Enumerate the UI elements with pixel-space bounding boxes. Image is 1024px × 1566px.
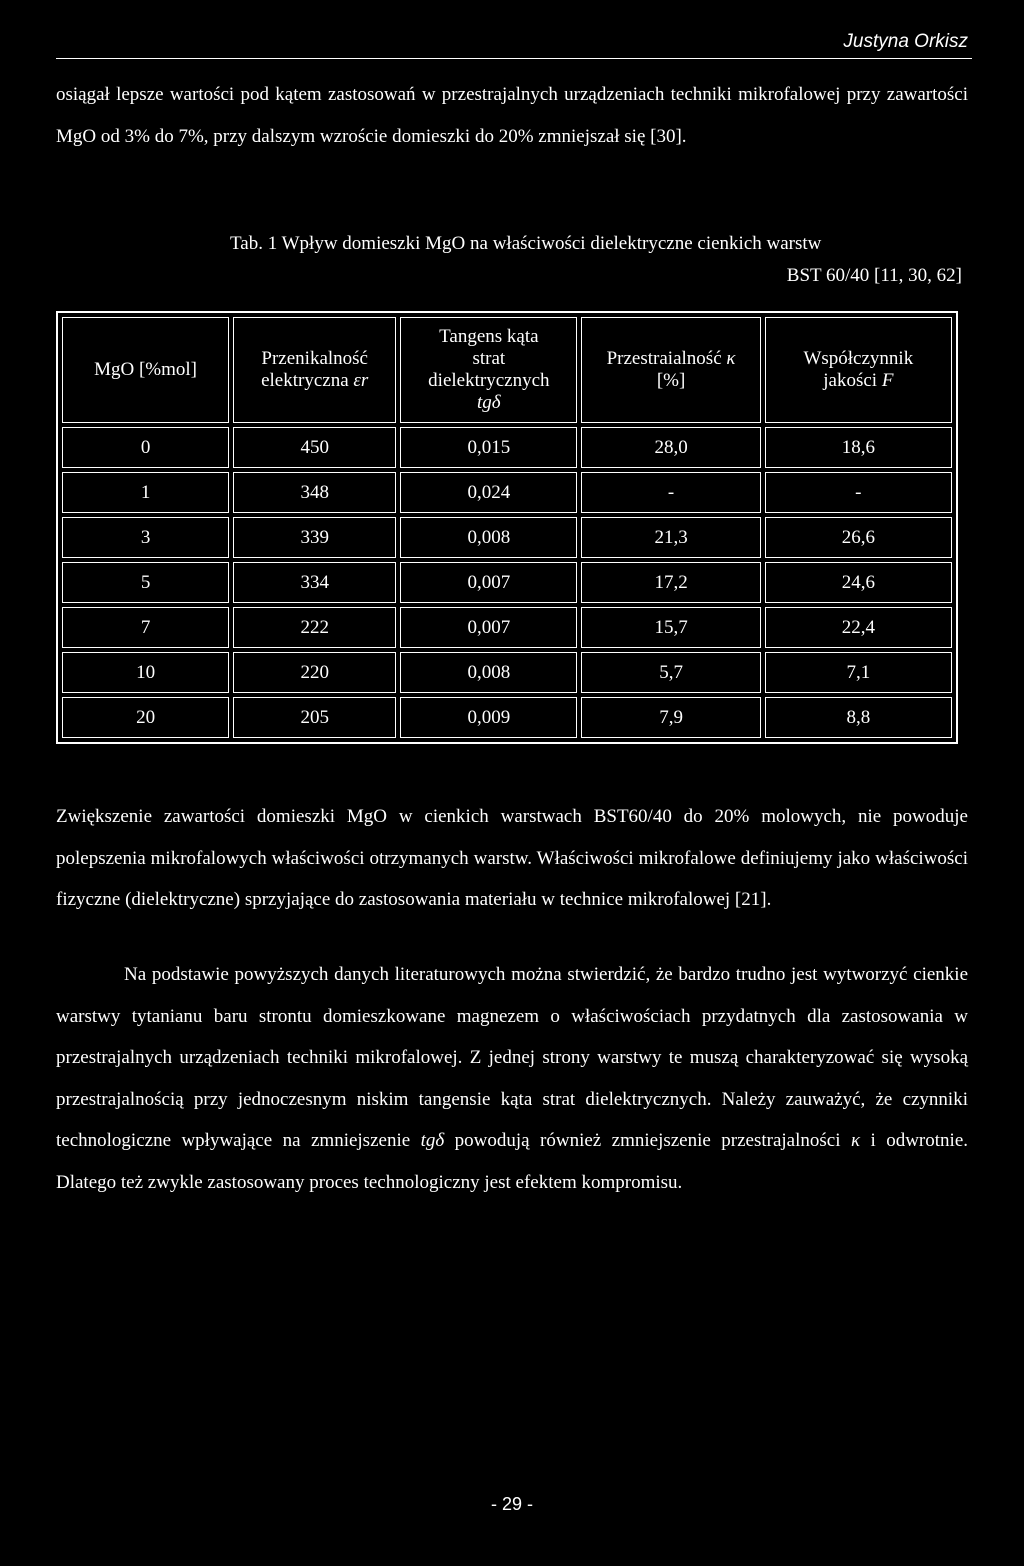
table-row <box>62 562 952 603</box>
table-cell: 5,7 <box>581 652 760 693</box>
table-cell: 18,6 <box>765 427 952 468</box>
table-row <box>62 472 952 513</box>
header-quality-factor: Współczynnik jakości F <box>765 317 952 423</box>
table-cell: 222 <box>233 607 396 648</box>
table-caption-line1: Tab. 1 Wpływ domieszki MgO na właściwości dielektryczne cienkich warstw <box>230 233 822 254</box>
data-table <box>56 311 958 744</box>
table-cell: 8,8 <box>765 697 952 738</box>
paragraph-1: Zwiększenie zawartości domieszki MgO w cienkich warstwach BST60/40 do 20% molowych, nie powoduje polepszenia mikrofalowych właściwości otrzymanych warstw. Właściwości mikrofalowe definiujemy jako właściwości fizyczne (dielektryczne) sprzyjające do zastosowania materiału w technice mikrofalowej [21]. <box>56 806 968 910</box>
table-cell: 339 <box>233 517 396 558</box>
table-row <box>62 697 952 738</box>
table-cell: 450 <box>233 427 396 468</box>
table-cell: 7,1 <box>765 652 952 693</box>
table-cell: 220 <box>233 652 396 693</box>
table-row <box>62 607 952 648</box>
table-cell: 205 <box>233 697 396 738</box>
table-cell: 21,3 <box>581 517 760 558</box>
table-header-row <box>62 317 952 423</box>
table-cell: 348 <box>233 472 396 513</box>
table-cell: 0,008 <box>400 652 577 693</box>
epsilon-symbol: εr <box>353 370 369 391</box>
table-caption-line2: BST 60/40 [11, 30, 62] <box>786 265 962 286</box>
kappa-symbol: κ <box>726 348 736 369</box>
kappa-inline-symbol: κ <box>850 1130 861 1152</box>
table-cell: 7,9 <box>581 697 760 738</box>
table-cell: 3 <box>62 517 229 558</box>
paragraph-2: Na podstawie powyższych danych literaturowych można stwierdzić, że bardzo trudno jest wytworzyć cienkie warstwy tytanianu baru strontu domieszkowane magnezem o właściwościach przydatnych dla zastosowania w przestrajalnych urządzeniach techniki mikrofalowej. Z jednej strony warstwy te muszą charakteryzować się wysoką przestrajalnością przy jednoczesnym niskim tangensie kąta strat dielektrycznych. Należy zauważyć, że czynniki technologiczne wpływające na zmniejszenie tgδ powodują również zmniejszenie przestrajalności κ i odwrotnie. Dlatego też zwykle zastosowany proces technologiczny jest efektem kompromisu. <box>56 964 969 1193</box>
table-cell: 334 <box>233 562 396 603</box>
table-cell: 22,4 <box>765 607 952 648</box>
table-cell: 0 <box>62 427 229 468</box>
table-cell: 17,2 <box>581 562 760 603</box>
page-number: - 29 - <box>490 1494 533 1514</box>
table-cell: 0,024 <box>400 472 577 513</box>
table-cell: 0,009 <box>400 697 577 738</box>
tgdelta-symbol: tgδ <box>477 392 501 413</box>
table-cell: 20 <box>62 697 229 738</box>
header-loss-tangent: Tangens kąta strat dielektrycznych tgδ <box>400 317 577 423</box>
table-cell: 0,008 <box>400 517 577 558</box>
table-cell: 0,007 <box>400 607 577 648</box>
header-tunability: Przestraialność κ [%] <box>581 317 760 423</box>
table-cell: 7 <box>62 607 229 648</box>
table-cell: 15,7 <box>581 607 760 648</box>
table-cell: 5 <box>62 562 229 603</box>
table-cell: 24,6 <box>765 562 952 603</box>
table-row <box>62 652 952 693</box>
table-cell: 26,6 <box>765 517 952 558</box>
table-cell: - <box>765 472 952 513</box>
running-header-author: Justyna Orkisz <box>843 31 968 52</box>
intro-paragraph: osiągał lepsze wartości pod kątem zastosowań w przestrajalnych urządzeniach techniki mikrofalowej przy zawartości MgO od 3% do 7%, przy dalszym wzroście domieszki do 20% zmniejszał się [30]. <box>56 84 968 147</box>
tgdelta-inline-symbol: tgδ <box>420 1130 445 1152</box>
table-row <box>62 427 952 468</box>
header-mgo: MgO [%mol] <box>62 317 229 423</box>
header-rule <box>56 58 972 59</box>
table-cell: 0,015 <box>400 427 577 468</box>
table-cell: 28,0 <box>581 427 760 468</box>
table-cell: 0,007 <box>400 562 577 603</box>
header-permittivity: Przenikalność elektryczna εr <box>233 317 396 423</box>
table-cell: 1 <box>62 472 229 513</box>
table-cell: - <box>581 472 760 513</box>
table-row <box>62 517 952 558</box>
table-cell: 10 <box>62 652 229 693</box>
f-symbol: F <box>881 370 894 391</box>
